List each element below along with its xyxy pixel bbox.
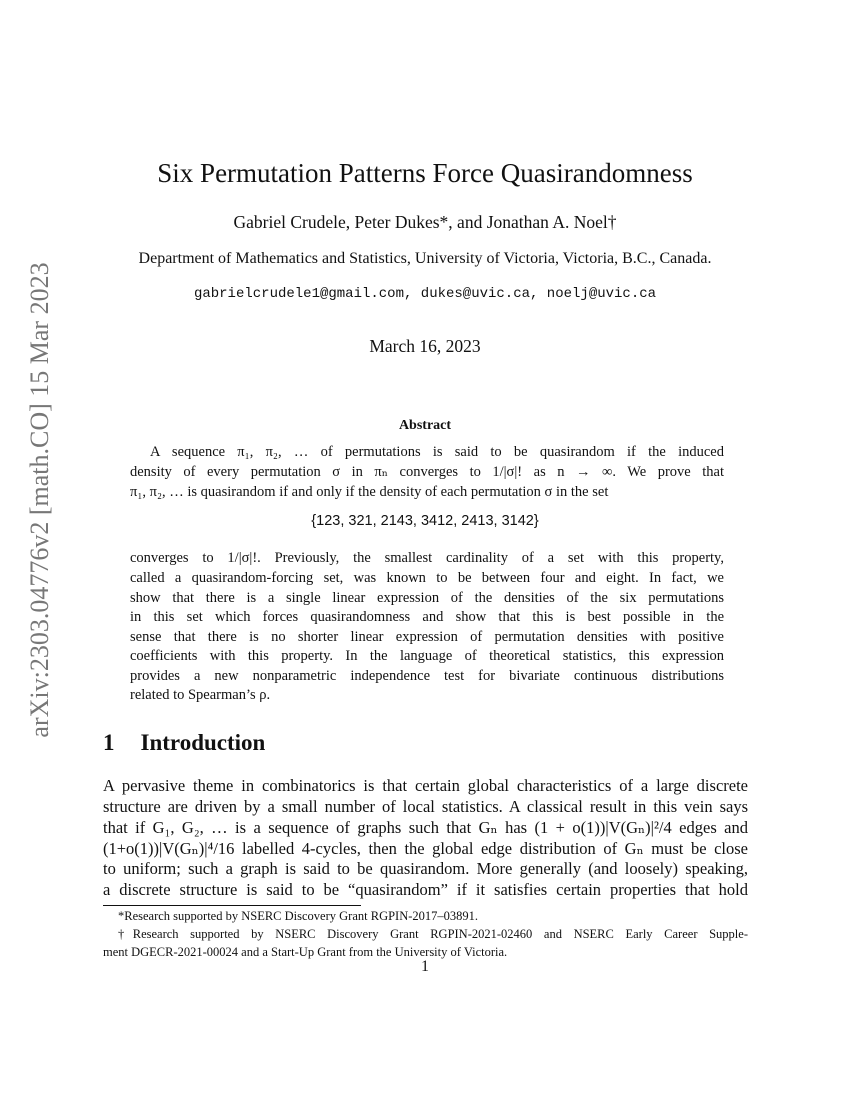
section-number: 1 xyxy=(103,730,115,755)
abstract-line: converges to 1/|σ|!. Previously, the smallest cardinality of a set with this property, xyxy=(130,550,724,566)
abstract-line: show that there is a single linear expression of the densities of the six permutations xyxy=(130,590,724,606)
body-line: (1+o(1))|V(Gₙ)|⁴/16 labelled 4-cycles, then the global edge distribution of Gₙ must be close xyxy=(103,839,748,858)
authors: Gabriel Crudele, Peter Dukes*, and Jonathan A. Noel† xyxy=(233,212,617,232)
abstract-line: in this set which forces quasirandomness and show that this is best possible in the xyxy=(130,609,724,625)
body-line: A pervasive theme in combinatorics is that certain global characteristics of a large discrete xyxy=(103,776,748,795)
footnote: †Research supported by NSERC Discovery Grant RGPIN-2021-02460 and NSERC Early Career Supple- xyxy=(118,927,748,941)
abstract-line: A sequence π₁, π₂, … of permutations is said to be quasirandom if the induced xyxy=(150,444,724,460)
abstract-line: related to Spearman’s ρ. xyxy=(130,687,271,703)
arxiv-identifier: arXiv:2303.04776v2 [math.CO] 15 Mar 2023 xyxy=(25,262,54,738)
permutation-set: {123, 321, 2143, 3412, 2413, 3142} xyxy=(311,513,539,529)
footnote: *Research supported by NSERC Discovery Grant RGPIN-2017–03891. xyxy=(118,909,479,923)
body-line: structure are driven by a small number of local statistics. A classical result in this vein says xyxy=(103,797,748,816)
affiliation: Department of Mathematics and Statistics, University of Victoria, Victoria, B.C., Canada. xyxy=(138,250,712,267)
section-heading xyxy=(103,730,265,756)
body-line: that if G₁, G₂, … is a sequence of graphs such that Gₙ has (1 + o(1))|V(Gₙ)|²/4 edges and xyxy=(103,818,748,837)
body-line: to uniform; such a graph is said to be quasirandom. More generally (and loosely) speaking, xyxy=(103,859,748,878)
abstract-line: π₁, π₂, … is quasirandom if and only if the density of each permutation σ in the set xyxy=(130,484,609,500)
section-title: Introduction xyxy=(140,730,266,755)
paper-title: Six Permutation Patterns Force Quasirandomness xyxy=(157,158,693,188)
body-line: a discrete structure is said to be “quasirandom” if it satisfies certain properties that hold xyxy=(103,880,748,899)
footnote-rule xyxy=(103,905,361,906)
abstract-heading: Abstract xyxy=(398,418,452,433)
abstract-line: density of every permutation σ in πₙ converges to 1/|σ|! as n → ∞. We prove that xyxy=(130,464,724,480)
abstract-line: called a quasirandom-forcing set, was known to be between four and eight. In fact, we xyxy=(130,570,724,586)
abstract-line: sense that there is no shorter linear expression of permutation densities with positive xyxy=(130,629,724,645)
abstract-line: coefficients with this property. In the language of theoretical statistics, this expression xyxy=(130,648,724,664)
footnote: ment DGECR-2021-00024 and a Start-Up Grant from the University of Victoria. xyxy=(103,945,508,959)
page-number: 1 xyxy=(421,958,429,975)
emails: gabrielcrudele1@gmail.com, dukes@uvic.ca, noelj@uvic.ca xyxy=(193,286,657,302)
abstract-line: provides a new nonparametric independence test for bivariate continuous distributions xyxy=(130,668,724,684)
date: March 16, 2023 xyxy=(369,336,481,356)
